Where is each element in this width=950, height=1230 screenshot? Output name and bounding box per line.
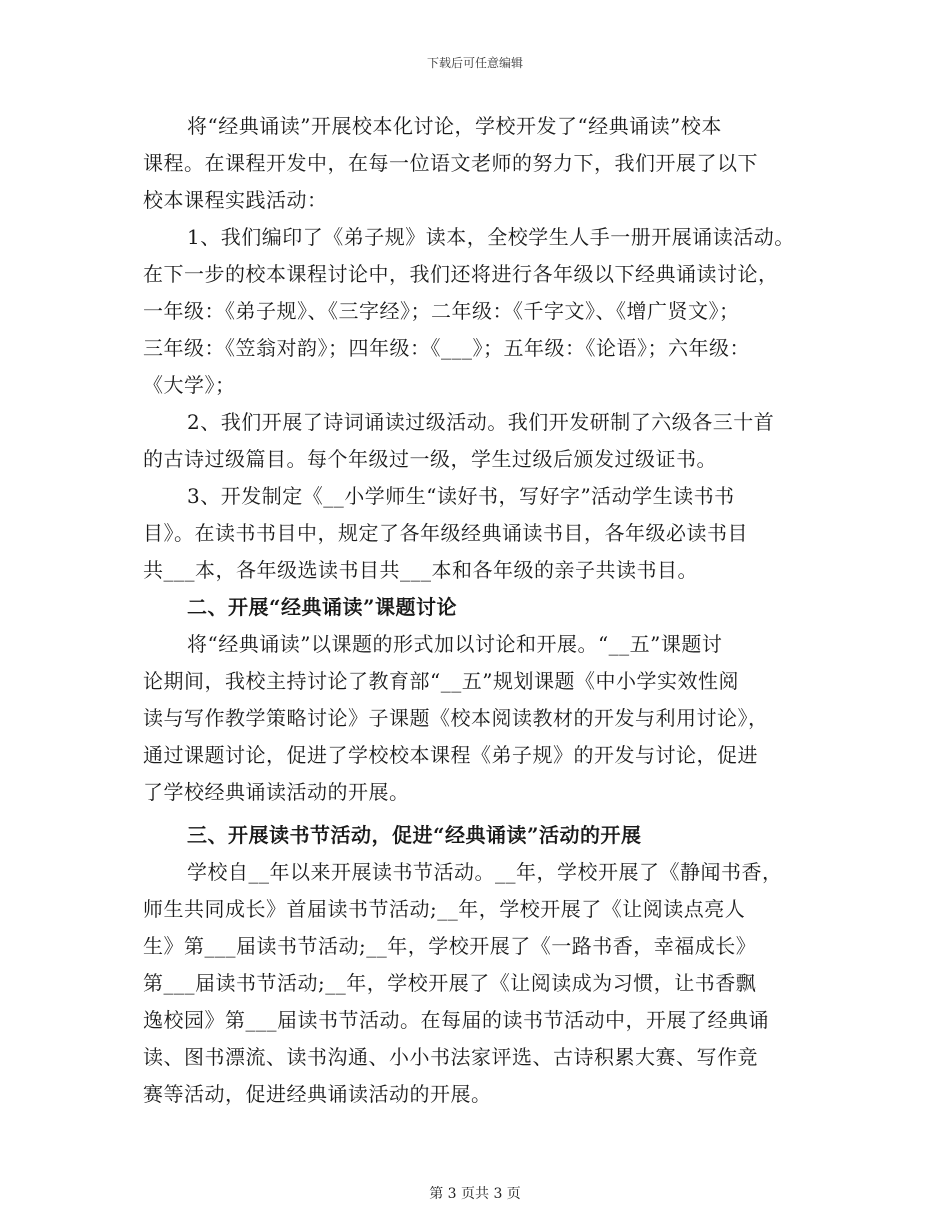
text-line: 了学校经典诵读活动的开展。 (143, 780, 410, 804)
text-line: 3、开发制定《__小学师生“读好书，写好字”活动学生读书书 (187, 484, 735, 508)
text-line: 学校自__年以来开展读书节活动。__年，学校开展了《静闻书香， (187, 860, 783, 884)
section-heading: 三、开展读书节活动，促进“经典诵读”活动的开展 (187, 823, 642, 847)
text-line: 校本课程实践活动： (143, 188, 328, 212)
text-line: 第___届读书节活动;__年，学校开展了《让阅读成为习惯，让书香飘 (143, 971, 757, 995)
text-line: 读、图书漂流、读书沟通、小小书法家评选、古诗积累大赛、写作竞 (143, 1045, 758, 1069)
text-line: 在下一步的校本课程讨论中，我们还将进行各年级以下经典诵读讨论， (143, 262, 779, 286)
section-heading: 二、开展“经典诵读”课题讨论 (187, 595, 458, 619)
text-line: 的古诗过级篇目。每个年级过一级，学生过级后颁发过级证书。 (143, 447, 717, 471)
text-line: 1、我们编印了《弟子规》读本，全校学生人手一册开展诵读活动。 (187, 225, 795, 249)
text-line: 共___本，各年级选读书目共___本和各年级的亲子共读书目。 (143, 558, 698, 582)
text-line: 2、我们开展了诗词诵读过级活动。我们开发研制了六级各三十首 (187, 410, 775, 434)
text-line: 将“经典诵读”以课题的形式加以讨论和开展。“__五”课题讨 (187, 632, 723, 656)
text-line: 一年级：《弟子规》、《三字经》；二年级：《千字文》、《增广贤文》； (143, 299, 740, 323)
text-line: 论期间，我校主持讨论了教育部“__五”规划课题《中小学实效性阅 (143, 669, 739, 693)
text-line: 课程。在课程开发中，在每一位语文老师的努力下，我们开展了以下 (143, 151, 758, 175)
page-header: 下载后可任意编辑 (426, 56, 523, 70)
text-line: 《大学》； (143, 373, 236, 397)
text-line: 读与写作教学策略讨论》子课题《校本阅读教材的开发与利用讨论》， (143, 706, 769, 730)
text-line: 师生共同成长》首届读书节活动;__年，学校开展了《让阅读点亮人 (143, 897, 746, 921)
text-line: 三年级：《笠翁对韵》；四年级：《___》；五年级：《论语》；六年级： (143, 336, 750, 360)
document-body (143, 108, 823, 1113)
text-line: 赛等活动，促进经典诵读活动的开展。 (143, 1082, 492, 1106)
text-line: 将“经典诵读”开展校本化讨论，学校开发了“经典诵读”校本 (187, 114, 722, 138)
text-line: 通过课题讨论，促进了学校校本课程《弟子规》的开发与讨论，促进 (143, 743, 758, 767)
text-line: 逸校园》第___届读书节活动。在每届的读书节活动中，开展了经典诵 (143, 1008, 769, 1032)
text-line: 目》。在读书书目中，规定了各年级经典诵读书目，各年级必读书目 (143, 521, 748, 545)
page-footer: 第 3 页共 3 页 (429, 1186, 521, 1202)
text-line: 生》第___届读书节活动;__年，学校开展了《一路书香，幸福成长》 (143, 934, 757, 958)
